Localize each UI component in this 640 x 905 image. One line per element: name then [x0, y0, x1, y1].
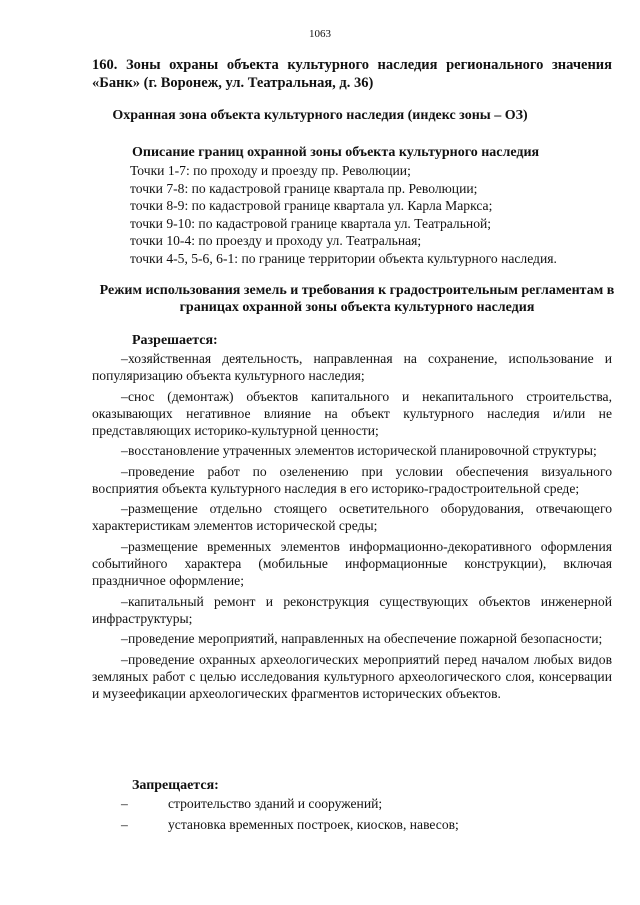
page-number: 1063	[309, 28, 331, 40]
list-item	[92, 816, 612, 833]
boundary-points-list	[130, 162, 610, 268]
dash-marker: –	[121, 593, 128, 609]
dash-marker: –	[121, 538, 128, 554]
list-item-text: проведение мероприятий, направленных на обеспечение пожарной безопасности;	[128, 631, 603, 647]
list-item	[92, 350, 612, 384]
boundary-point: точки 8-9: по кадастровой границе квартала ул. Карла Маркса;	[130, 198, 493, 214]
boundary-point: точки 9-10: по кадастровой границе квартала ул. Театральной;	[130, 215, 492, 231]
dash-marker: –	[121, 351, 128, 366]
dash-marker: –	[121, 816, 128, 832]
boundary-point: Точки 1-7: по проходу и проезду пр. Революции;	[130, 163, 411, 178]
list-item-text: проведение охранных археологических мероприятий перед началом любых видов земляных работ с целью исследования культурного археологического слоя, консервации и музеефикации археологических фрагментов исторических объектов.	[92, 651, 612, 701]
allowed-list	[92, 350, 612, 705]
list-item-text: строительство зданий и сооружений;	[168, 796, 383, 811]
dash-marker: –	[121, 501, 128, 517]
forbidden-label: Запрещается:	[132, 778, 219, 793]
zone-subtitle: Охранная зона объекта культурного наследия (индекс зоны – ОЗ)	[112, 108, 528, 123]
section-heading: 160. Зоны охраны объекта культурного наследия регионального значения «Банк» (г. Воронеж, ул. Театральная, д. 36)	[92, 57, 612, 91]
allowed-label: Разрешается:	[132, 333, 218, 348]
dash-marker: –	[121, 443, 128, 459]
list-item-text: хозяйственная деятельность, направленная на сохранение, использование и популяризацию объекта культурного наследия;	[92, 351, 612, 383]
list-item	[92, 630, 612, 647]
list-item-text: снос (демонтаж) объектов капитального и некапитального строительства, оказывающих негативное влияние на объект культурного наследия и/или не представляющих историко-культурной ценности;	[92, 388, 612, 438]
list-item	[92, 593, 612, 627]
list-item	[92, 388, 612, 439]
list-item	[92, 442, 612, 459]
boundary-point: точки 7-8: по кадастровой границе квартала пр. Революции;	[130, 180, 478, 196]
dash-marker: –	[121, 388, 128, 404]
list-item-text: размещение временных элементов информационно-декоративного оформления событийного характера (мобильные информационные конструкции), включая праздничное оформление;	[92, 538, 612, 588]
dash-marker: –	[121, 631, 128, 647]
list-item	[92, 463, 612, 497]
list-item	[92, 500, 612, 534]
dash-marker: –	[121, 463, 128, 479]
list-item-text: проведение работ по озеленению при условии обеспечения визуального восприятия объекта культурного наследия в его историко-градостроительной среде;	[92, 463, 612, 496]
list-item-text: капитальный ремонт и реконструкция существующих объектов инженерной инфраструктуры;	[92, 593, 612, 626]
list-item-text: размещение отдельно стоящего осветительного оборудования, отвечающего характеристикам элементов исторической среды;	[92, 501, 612, 534]
boundary-point: точки 10-4: по проезду и проходу ул. Театральная;	[130, 233, 422, 249]
dash-marker: –	[121, 796, 128, 811]
dash-marker: –	[121, 651, 128, 667]
list-item	[92, 538, 612, 589]
regime-title: Режим использования земель и требования к градостроительным регламентам в границах охранной зоны объекта культурного наследия	[99, 283, 615, 315]
forbidden-list	[92, 795, 612, 836]
list-item	[92, 651, 612, 702]
list-item-text: восстановление утраченных элементов исторической планировочной структуры;	[128, 443, 597, 459]
boundary-description-title: Описание границ охранной зоны объекта культурного наследия	[132, 145, 540, 160]
boundary-point: точки 4-5, 5-6, 6-1: по границе территории объекта культурного наследия.	[130, 250, 557, 266]
list-item	[92, 795, 612, 812]
list-item-text: установка временных построек, киосков, навесов;	[168, 816, 459, 832]
